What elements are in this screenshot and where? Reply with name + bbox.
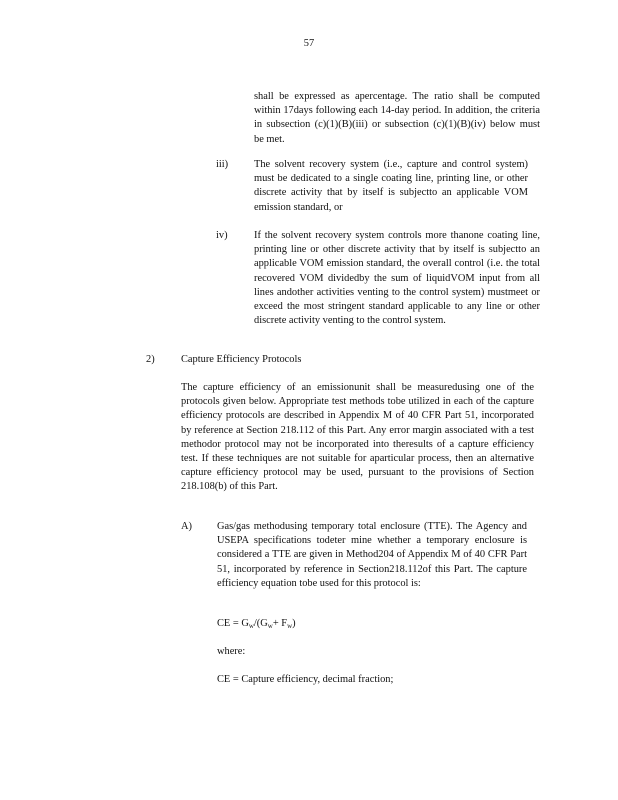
item-iii-text: The solvent recovery system (i.e., capture and control system) must be dedicated to a single coating line, printing line, or other discrete activity that by itself is subjectto an applicable VOM emission standard, or bbox=[254, 159, 528, 213]
section-2-title: Capture Efficiency Protocols bbox=[181, 354, 302, 365]
equation-lhs: CE = G bbox=[217, 618, 249, 629]
section-2-number: 2) bbox=[146, 354, 155, 365]
ce-definition: CE = Capture efficiency, decimal fraction; bbox=[217, 674, 394, 685]
capture-efficiency-equation bbox=[217, 617, 296, 631]
equation-rhs: ) bbox=[292, 618, 296, 629]
section-2-body: The capture efficiency of an emissionunit shall be measuredusing one of the protocols given below. Appropriate test methods tobe utilized in each of the capture efficiency protocols are described in Appendix M of 40 CFR Part 51, incorporated by reference at Section 218.112 of this Part. Any error margin associated with a test methodor protocol may not be incorporated into theresults of a capture efficiency test. If these techniques are not suitable for aparticular process, then an alternative capture efficiency protocol may be used, pursuant to the provisions of Section 218.108(b) of this Part. bbox=[181, 382, 534, 493]
page-number: 57 bbox=[303, 38, 315, 49]
continuation-paragraph: shall be expressed as apercentage. The ratio shall be computed within 17days following each 14-day period. In addition, the criteria in subsection (c)(1)(B)(iii) or subsection (c)(1)(B)(iv) below must be met. bbox=[254, 91, 540, 145]
item-iv-text: If the solvent recovery system controls more thanone coating line, printing line or other discrete activity that by itself is subjectto an applicable VOM emission standard, the overall control (i.e. the total recovered VOM dividedby the sum of liquidVOM input from all lines andother activities venting to the control system) mustmeet or exceed the most stringent standard applicable to any line or other discrete activity venting to the control system. bbox=[254, 230, 540, 327]
item-a-text: Gas/gas methodusing temporary total enclosure (TTE). The Agency and USEPA specifications todeter mine whether a temporary enclosure is considered a TTE are given in Method204 of Appendix M of 40 CFR Part 51, incorporated by reference in Section218.112of this Part. The capture efficiency equation tobe used for this protocol is: bbox=[217, 521, 527, 589]
equation-sub-2: w bbox=[267, 622, 273, 630]
equation-plus: + F bbox=[272, 618, 288, 629]
equation-mid: /(G bbox=[253, 618, 268, 629]
equation-sub-1: w bbox=[248, 622, 254, 630]
item-a-label: A) bbox=[181, 521, 192, 532]
equation-sub-3: w bbox=[287, 622, 293, 630]
item-iv-label: iv) bbox=[216, 230, 228, 241]
where-label: where: bbox=[217, 646, 246, 657]
item-iii-label: iii) bbox=[216, 159, 229, 170]
